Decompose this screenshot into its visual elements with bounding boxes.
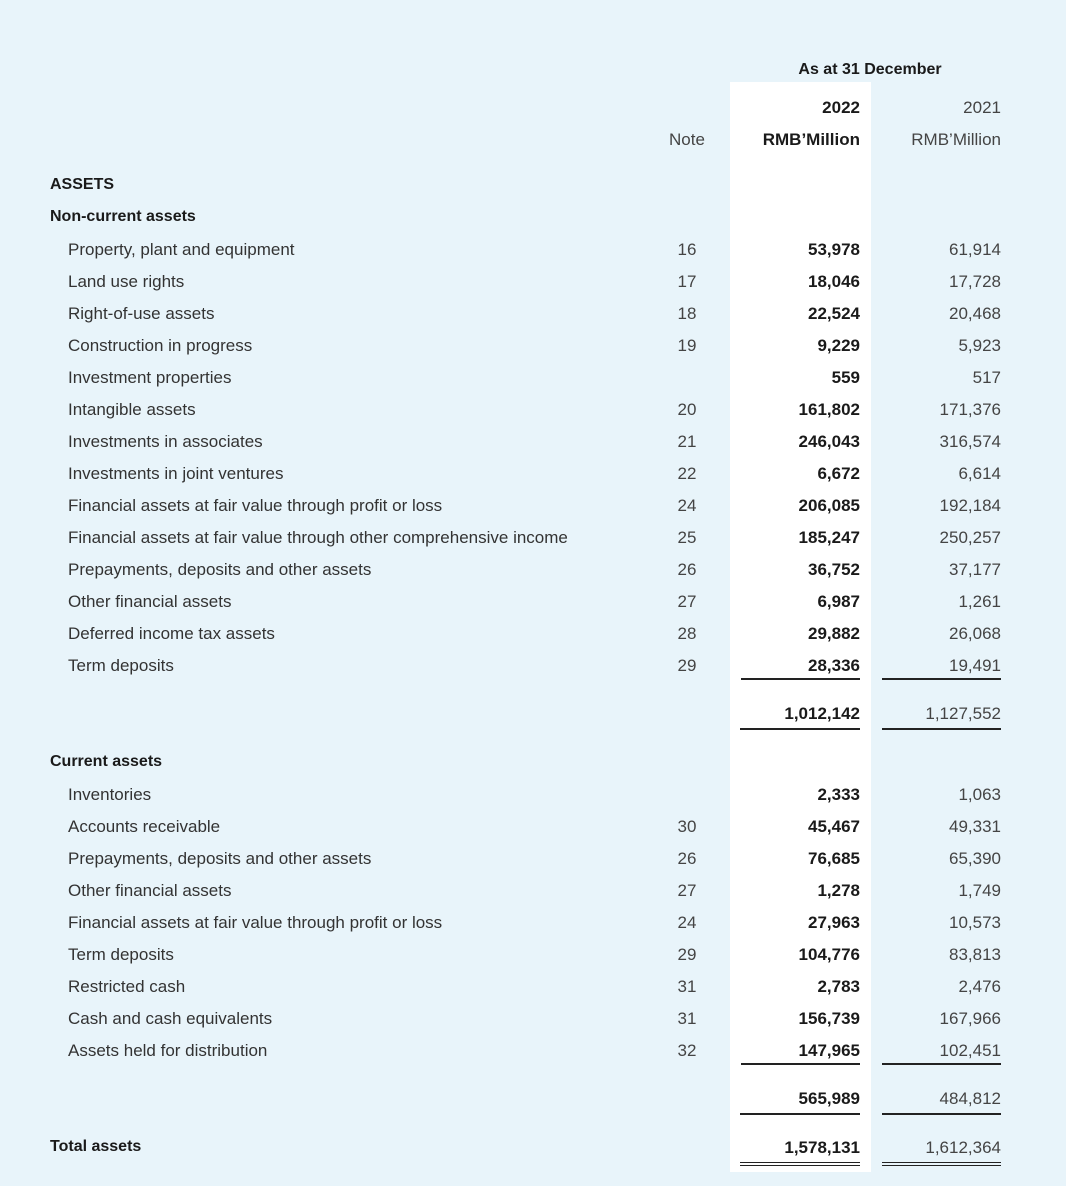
- assets-heading: ASSETS: [50, 176, 115, 193]
- row-label: Investment properties: [68, 368, 232, 387]
- row-label: Investments in joint ventures: [68, 464, 284, 483]
- row-value-2022: 29,882: [808, 624, 860, 643]
- row-label: Intangible assets: [68, 400, 196, 419]
- row-value-2022: 45,467: [808, 817, 860, 836]
- row-value-2022: 36,752: [808, 560, 860, 579]
- row-note: 32: [677, 1041, 697, 1060]
- row-note: 26: [677, 560, 697, 579]
- nc-subtotal-2021: 1,127,552: [882, 704, 1001, 730]
- row-value-2021: 316,574: [939, 432, 1001, 451]
- total-assets-row: [0, 1132, 1066, 1164]
- row-value-2022: 206,085: [798, 496, 860, 515]
- row-label: Other financial assets: [68, 881, 232, 900]
- row-note: 29: [677, 656, 697, 675]
- year-current: 2022: [822, 98, 860, 117]
- row-value-2021: 171,376: [939, 400, 1001, 419]
- row-label: Term deposits: [68, 945, 174, 964]
- row-value-2022: 53,978: [808, 240, 860, 259]
- table-row: [0, 266, 1066, 298]
- row-note: 19: [677, 336, 697, 355]
- row-label: Land use rights: [68, 272, 185, 291]
- non-current-subtotal-row: [0, 698, 1066, 730]
- table-row: [0, 522, 1066, 554]
- row-note: 31: [677, 977, 697, 996]
- non-current-heading: Non-current assets: [50, 208, 196, 225]
- table-row: [0, 490, 1066, 522]
- row-value-2022: 9,229: [817, 336, 860, 355]
- row-label: Investments in associates: [68, 432, 263, 451]
- row-value-2022: 156,739: [798, 1009, 860, 1028]
- row-note: 31: [677, 1009, 697, 1028]
- table-row: [0, 362, 1066, 394]
- unit-prior: RMB’Million: [911, 130, 1001, 149]
- table-row: [0, 618, 1066, 650]
- row-note: 24: [677, 496, 697, 515]
- row-note: 21: [677, 432, 697, 451]
- row-note: 17: [677, 272, 697, 291]
- period-header-row: [0, 55, 1066, 87]
- table-row: [0, 971, 1066, 1003]
- row-value-2021: 1,063: [958, 785, 1001, 804]
- row-value-2021: 250,257: [939, 528, 1001, 547]
- note-column-header: Note: [669, 130, 705, 149]
- row-value-2021: 5,923: [958, 336, 1001, 355]
- table-row: [0, 779, 1066, 811]
- row-value-2022: 76,685: [808, 849, 860, 868]
- table-row: [0, 554, 1066, 586]
- table-row: [0, 875, 1066, 907]
- row-value-2021: 167,966: [939, 1009, 1001, 1028]
- row-value-2022: 6,987: [817, 592, 860, 611]
- row-value-2021: 17,728: [949, 272, 1001, 291]
- row-value-2022: 27,963: [808, 913, 860, 932]
- current-heading: Current assets: [50, 753, 163, 770]
- row-label: Term deposits: [68, 656, 174, 675]
- row-value-2021: 65,390: [949, 849, 1001, 868]
- row-value-2022: 6,672: [817, 464, 860, 483]
- row-note: 26: [677, 849, 697, 868]
- non-current-heading-row: [0, 202, 1066, 234]
- row-value-2021: 102,451: [939, 1041, 1001, 1060]
- row-value-2022: 28,336: [808, 656, 860, 675]
- row-value-2021: 49,331: [949, 817, 1001, 836]
- row-value-2021: 37,177: [949, 560, 1001, 579]
- total-assets-label: Total assets: [50, 1138, 142, 1155]
- row-value-2022: 185,247: [798, 528, 860, 547]
- row-value-2022: 246,043: [798, 432, 860, 451]
- row-value-2021: 2,476: [958, 977, 1001, 996]
- row-label: Property, plant and equipment: [68, 240, 295, 259]
- row-label: Prepayments, deposits and other assets: [68, 849, 372, 868]
- table-row: [0, 1003, 1066, 1035]
- unit-current: RMB’Million: [762, 130, 860, 149]
- row-label: Financial assets at fair value through profit or loss: [68, 913, 443, 932]
- row-value-2021: 26,068: [949, 624, 1001, 643]
- c-subtotal-rule-2021: [882, 1063, 1001, 1065]
- table-row: [0, 426, 1066, 458]
- row-note: 22: [677, 464, 697, 483]
- c-subtotal-2021: 484,812: [882, 1089, 1001, 1115]
- row-note: 18: [677, 304, 697, 323]
- row-label: Right-of-use assets: [68, 304, 215, 323]
- row-note: 30: [677, 817, 697, 836]
- table-row: [0, 394, 1066, 426]
- row-value-2021: 1,749: [958, 881, 1001, 900]
- year-prior: 2021: [963, 98, 1001, 117]
- row-label: Prepayments, deposits and other assets: [68, 560, 372, 579]
- row-value-2021: 10,573: [949, 913, 1001, 932]
- nc-subtotal-2022: 1,012,142: [740, 704, 860, 730]
- row-value-2022: 104,776: [798, 945, 860, 964]
- row-value-2021: 6,614: [958, 464, 1001, 483]
- row-label: Inventories: [68, 785, 152, 804]
- table-row: [0, 586, 1066, 618]
- table-row: [0, 458, 1066, 490]
- row-label: Financial assets at fair value through profit or loss: [68, 496, 443, 515]
- c-subtotal-2022: 565,989: [740, 1089, 860, 1115]
- table-row: [0, 939, 1066, 971]
- row-value-2022: 1,278: [817, 881, 860, 900]
- row-value-2021: 192,184: [939, 496, 1001, 515]
- row-value-2022: 18,046: [808, 272, 860, 291]
- unit-header-row: [0, 124, 1066, 156]
- total-2021: 1,612,364: [882, 1138, 1001, 1166]
- row-note: 29: [677, 945, 697, 964]
- c-subtotal-rule-2022: [741, 1063, 860, 1065]
- row-note: 27: [677, 881, 697, 900]
- row-value-2022: 2,783: [817, 977, 860, 996]
- row-value-2022: 559: [831, 368, 860, 387]
- row-note: 20: [677, 400, 697, 419]
- row-note: 27: [677, 592, 697, 611]
- row-label: Restricted cash: [68, 977, 186, 996]
- nc-subtotal-rule-2022: [741, 678, 860, 680]
- row-value-2021: 20,468: [949, 304, 1001, 323]
- row-value-2022: 161,802: [798, 400, 860, 419]
- total-2022: 1,578,131: [740, 1138, 860, 1166]
- row-label: Cash and cash equivalents: [68, 1009, 273, 1028]
- assets-heading-row: [0, 170, 1066, 202]
- year-header-row: [0, 92, 1066, 124]
- table-row: [0, 298, 1066, 330]
- row-note: 25: [677, 528, 697, 547]
- row-label: Other financial assets: [68, 592, 232, 611]
- period-header: As at 31 December: [798, 61, 942, 78]
- row-note: 28: [677, 624, 697, 643]
- row-note: 24: [677, 913, 697, 932]
- row-value-2021: 1,261: [958, 592, 1001, 611]
- table-row: [0, 843, 1066, 875]
- row-label: Assets held for distribution: [68, 1041, 268, 1060]
- row-note: 16: [677, 240, 697, 259]
- table-row: [0, 811, 1066, 843]
- current-heading-row: [0, 747, 1066, 779]
- nc-subtotal-rule-2021: [882, 678, 1001, 680]
- current-subtotal-row: [0, 1083, 1066, 1115]
- table-row: [0, 234, 1066, 266]
- row-value-2022: 147,965: [798, 1041, 860, 1060]
- row-value-2021: 61,914: [949, 240, 1001, 259]
- row-label: Financial assets at fair value through other comprehensive income: [68, 528, 568, 547]
- row-value-2021: 517: [972, 368, 1001, 387]
- row-value-2021: 19,491: [949, 656, 1001, 675]
- table-row: [0, 330, 1066, 362]
- row-label: Deferred income tax assets: [68, 624, 275, 643]
- table-row: [0, 907, 1066, 939]
- row-label: Construction in progress: [68, 336, 253, 355]
- row-label: Accounts receivable: [68, 817, 221, 836]
- row-value-2021: 83,813: [949, 945, 1001, 964]
- row-value-2022: 2,333: [817, 785, 860, 804]
- row-value-2022: 22,524: [808, 304, 860, 323]
